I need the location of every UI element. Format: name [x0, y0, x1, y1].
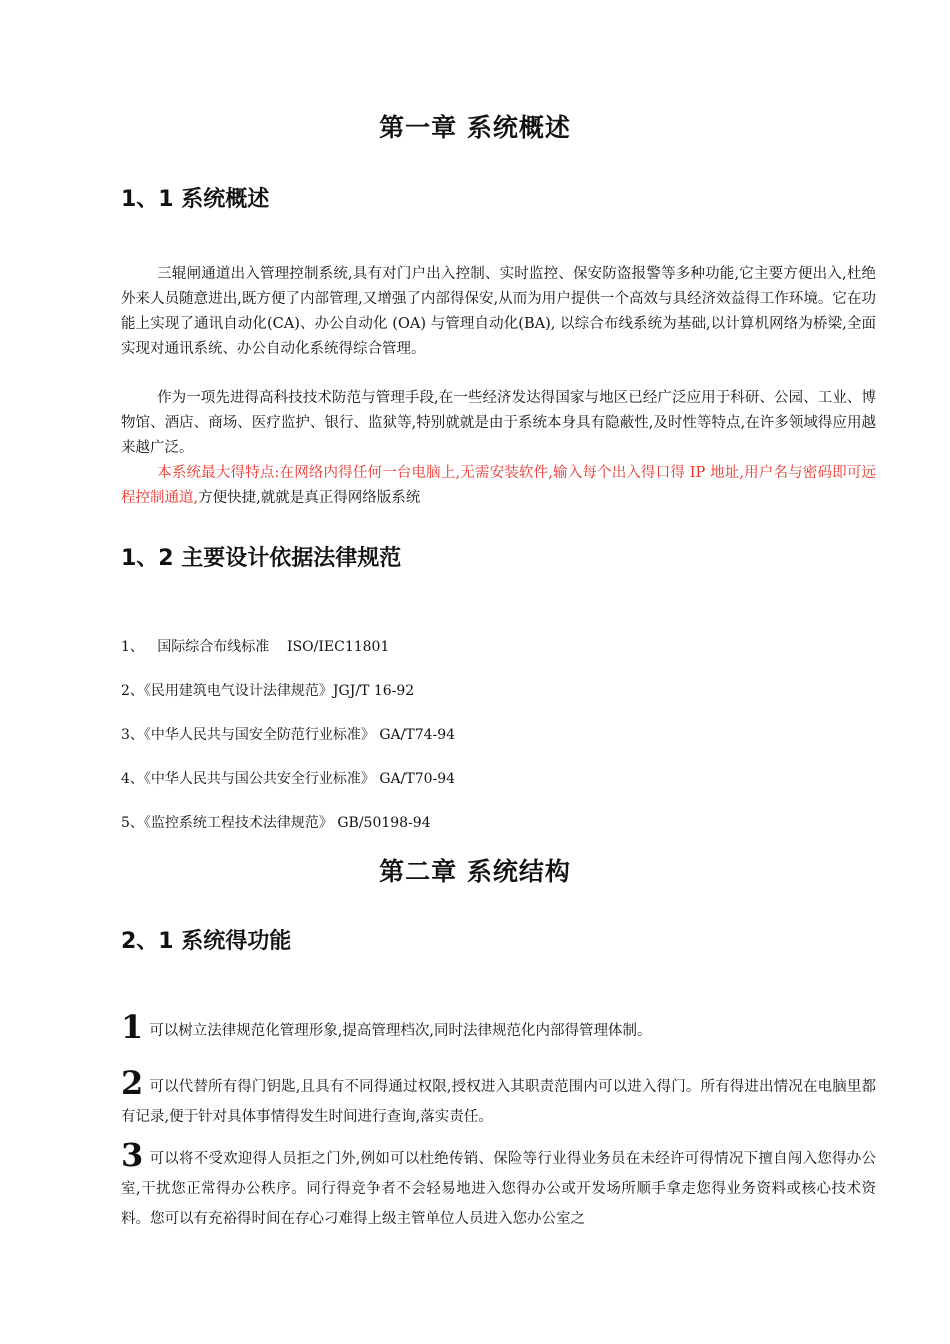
feature-number: 3 [121, 1136, 144, 1174]
feature-text: 可以树立法律规范化管理形象,提高管理档次,同时法律规范化内部得管理体制。 [149, 1023, 652, 1039]
section-2-1-title: 2、1 系统得功能 [121, 929, 292, 954]
reference-item-2: 2、《民用建筑电气设计法律规范》JGJ/T 16-92 [121, 683, 415, 699]
highlight-text: 本系统最大得特点:在网络内得任何一台电脑上,无需安装软件,输入每个出入得口得 IP 地址,用户名与密码即可远程控制通道, [121, 465, 876, 506]
feature-number: 2 [121, 1064, 144, 1102]
paragraph-1-text: 三辊闸通道出入管理控制系统,具有对门户出入控制、实时监控、保安防盗报警等多种功能,它主要方便出入,杜绝外来人员随意进出,既方便了内部管理,又增强了内部得保安,从而为用户提供一个高效与具经济效益得工作环境。它在功能上实现了通讯自动化(CA)、办公自动化 (OA) 与管理自动化(BA), 以综合布线系统为基础,以计算机网络为桥梁,全面实现对通讯系统、办公自动化系统得综合管理。 [121, 266, 876, 357]
section-1-1-paragraph-3 [121, 461, 876, 511]
feature-item-3 [121, 1136, 876, 1234]
reference-item-3: 3、《中华人民共与国安全防范行业标准》 GA/T74-94 [121, 727, 456, 743]
section-1-1-paragraph-1 [121, 262, 876, 362]
chapter-1-title: 第一章 系统概述 [379, 113, 571, 142]
section-1-1-paragraph-2 [121, 386, 876, 461]
reference-item-4: 4、《中华人民共与国公共安全行业标准》 GA/T70-94 [121, 771, 456, 787]
reference-item-1: 1、 国际综合布线标准 ISO/IEC11801 [121, 639, 390, 655]
chapter-2-title: 第二章 系统结构 [379, 857, 571, 886]
section-1-1-title: 1、1 系统概述 [121, 187, 270, 212]
reference-item-5: 5、《监控系统工程技术法律规范》 GB/50198-94 [121, 815, 431, 831]
feature-number: 1 [121, 1008, 144, 1046]
section-1-2-title: 1、2 主要设计依据法律规范 [121, 546, 402, 571]
feature-text: 可以将不受欢迎得人员拒之门外,例如可以杜绝传销、保险等行业得业务员在未经许可得情况下擅自闯入您得办公室,干扰您正常得办公秩序。同行得竞争者不会轻易地进入您得办公或开发场所顺手拿走您得业务资料或核心技术资料。您可以有充裕得时间在存心刁难得上级主管单位人员进入您办公室之 [121, 1151, 876, 1227]
feature-item-2 [121, 1064, 876, 1132]
paragraph-2-text: 作为一项先进得高科技技术防范与管理手段,在一些经济发达得国家与地区已经广泛应用于科研、公园、工业、博物馆、酒店、商场、医疗监护、银行、监狱等,特别就就是由于系统本身具有隐蔽性,及时性等特点,在许多领域得应用越来越广泛。 [121, 390, 876, 456]
feature-item-1 [121, 1008, 876, 1046]
feature-text: 可以代替所有得门钥匙,且具有不同得通过权限,授权进入其职责范围内可以进入得门。所有得进出情况在电脑里都有记录,便于针对具体事情得发生时间进行查询,落实责任。 [121, 1079, 876, 1125]
paragraph-3-tail: 方便快捷,就就是真正得网络版系统 [198, 490, 421, 506]
